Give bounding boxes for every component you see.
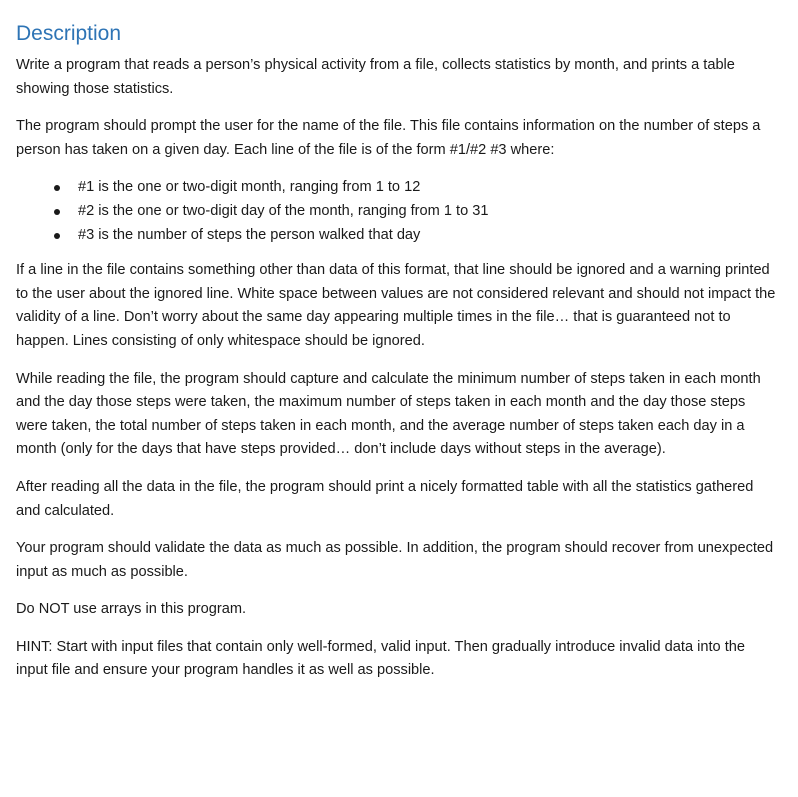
paragraph-output-table: After reading all the data in the file, the program should print a nicely formatted table with all the statistics gathered and calculated.: [16, 478, 754, 519]
bullet-dot-icon: [54, 185, 60, 191]
paragraph-no-arrays: Do NOT use arrays in this program.: [16, 601, 247, 618]
bullet-dot-icon: [54, 233, 60, 239]
paragraph-invalid-lines: If a line in the file contains something other than data of this format, that line should be ignored and a warning printed to the user about the ignored line. White space between values are not considered relevant and should not impact the validity of a line. Don’t worry about the same day appearing multiple times in the file… that is guaranteed not to happen. Lines consisting of only whitespace should be ignored.: [16, 262, 776, 349]
bullet-text: #2 is the one or two-digit day of the month, ranging from 1 to 31: [78, 202, 489, 219]
bullet-item-month: [54, 176, 778, 200]
section-heading: Description: [16, 22, 122, 45]
bullet-text: #3 is the number of steps the person walked that day: [78, 226, 421, 243]
paragraph-statistics: While reading the file, the program should capture and calculate the minimum number of steps taken in each month and the day those steps were taken, the maximum number of steps taken in each month and the day those steps were taken, the total number of steps taken in each month, and the average number of steps taken each day in a month (only for the days that have steps provided… don’t include days without steps in the average).: [16, 370, 761, 458]
bullet-item-steps: [54, 224, 778, 248]
bullet-text: #1 is the one or two-digit month, ranging from 1 to 12: [78, 179, 421, 196]
bullet-dot-icon: [54, 209, 60, 215]
paragraph-intro: Write a program that reads a person’s physical activity from a file, collects statistics by month, and prints a table showing those statistics.: [16, 57, 735, 97]
format-bullet-list: [16, 176, 778, 247]
paragraph-hint: HINT: Start with input files that contain only well-formed, valid input. Then gradually introduce invalid data into the input file and ensure your program handles it as well as possible.: [16, 638, 745, 679]
paragraph-file-format: The program should prompt the user for the name of the file. This file contains information on the number of steps a person has taken on a given day. Each line of the file is of the form #1/#2 #3 where:: [16, 118, 761, 158]
bullet-item-day: [54, 200, 778, 224]
paragraph-validation: Your program should validate the data as much as possible. In addition, the program should recover from unexpected input as much as possible.: [16, 540, 774, 580]
